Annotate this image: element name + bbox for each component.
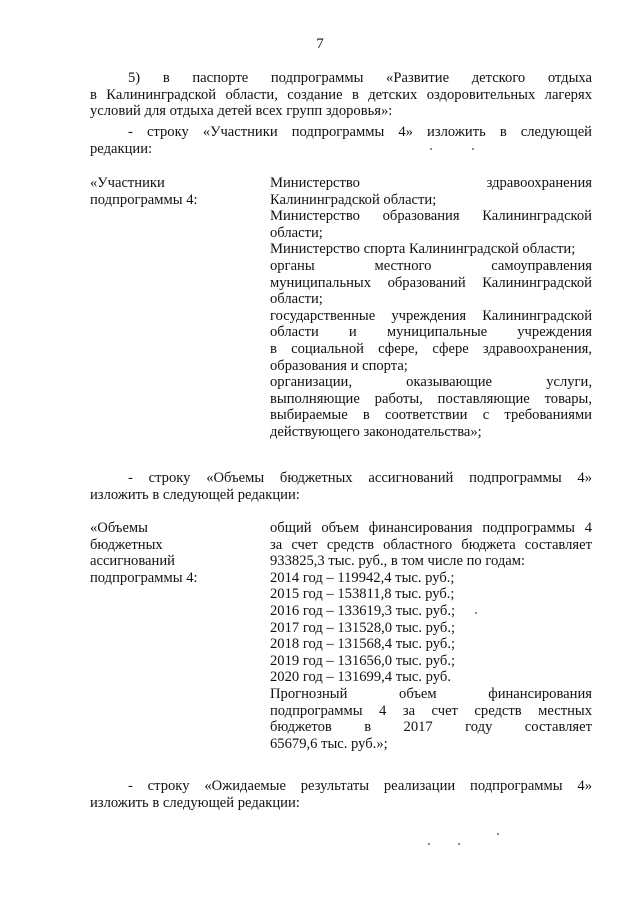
value-line: Министерство здравоохранения — [270, 175, 592, 191]
participants-label — [90, 175, 260, 208]
scan-speck — [472, 148, 474, 150]
page-number: 7 — [316, 36, 324, 52]
value-line: образования и спорта; — [270, 357, 408, 374]
budget-year-line: 2018 год – 131568,4 тыс. руб.; — [270, 636, 456, 653]
value-line: бюджетов в 2017 году составляет — [270, 719, 592, 736]
label-line: «Участники — [90, 175, 165, 191]
value-line: общий объем финансирования подпрограммы 4 — [270, 520, 592, 536]
budget-year-line: 2016 год – 133619,3 тыс. руб.; — [270, 602, 456, 619]
value-line: подпрограммы 4 за счет средств местных — [270, 702, 592, 719]
value-line: 65679,6 тыс. руб.»; — [270, 735, 388, 752]
value-line: Министерство образования Калининградской — [270, 208, 592, 225]
budget-year-line: 2017 год – 131528,0 тыс. руб.; — [270, 619, 456, 636]
value-line: области; — [270, 291, 323, 308]
label-line: ассигнований — [90, 553, 175, 570]
value-line: области и муниципальные учреждения — [270, 324, 592, 341]
budget-label — [90, 520, 260, 586]
label-line: подпрограммы 4: — [90, 191, 198, 208]
value-line: выбираемые в соответствии с требованиями — [270, 407, 592, 424]
budget-value — [270, 520, 592, 752]
value-line: Прогнозный объем финансирования — [270, 685, 592, 702]
value-line: государственные учреждения Калининградской — [270, 307, 592, 324]
value-line: действующего законодательства»; — [270, 423, 482, 440]
scan-speck — [428, 843, 430, 845]
value-line: выполняющие работы, поставляющие товары, — [270, 390, 592, 407]
intro-line: в Калининградской области, создание в детских оздоровительных лагерях — [90, 86, 592, 103]
instruction-line: редакции: — [90, 140, 153, 157]
label-line: «Объемы — [90, 520, 148, 536]
instruction-line: изложить в следующей редакции: — [90, 486, 300, 503]
value-line: за счет средств областного бюджета составляет — [270, 536, 592, 553]
instruction-line: - строку «Объемы бюджетных ассигнований подпрограммы 4» — [128, 470, 592, 486]
value-line: в социальной сфере, сфере здравоохранения, — [270, 340, 592, 357]
value-line: 933825,3 тыс. руб., в том числе по годам: — [270, 553, 526, 570]
instruction-line: - строку «Участники подпрограммы 4» изложить в следующей — [128, 124, 592, 140]
value-line: муниципальных образований Калининградской — [270, 274, 592, 291]
label-line: подпрограммы 4: — [90, 569, 198, 586]
budget-year-line: 2019 год – 131656,0 тыс. руб.; — [270, 652, 456, 669]
intro-line: 5) в паспорте подпрограммы «Развитие детского отдыха — [128, 70, 592, 86]
participants-value — [270, 175, 592, 441]
scan-speck — [458, 843, 460, 845]
scan-speck — [430, 148, 432, 150]
value-line: области; — [270, 224, 323, 241]
label-line: бюджетных — [90, 536, 163, 553]
value-line: Калининградской области; — [270, 191, 437, 208]
instruction-results — [90, 778, 592, 811]
instruction-line: изложить в следующей редакции: — [90, 794, 300, 811]
value-line: органы местного самоуправления — [270, 257, 592, 274]
instruction-line: - строку «Ожидаемые результаты реализации подпрограммы 4» — [128, 778, 592, 794]
intro-paragraph — [90, 70, 592, 120]
budget-year-line: 2020 год – 131699,4 тыс. руб. — [270, 669, 451, 686]
instruction-budget — [90, 470, 592, 503]
budget-year-line: 2014 год – 119942,4 тыс. руб.; — [270, 569, 455, 586]
scan-speck — [497, 833, 499, 835]
value-line: Министерство спорта Калининградской области; — [270, 241, 576, 258]
value-line: организации, оказывающие услуги, — [270, 374, 592, 391]
intro-line: условий для отдыха детей всех групп здоровья»: — [90, 103, 393, 120]
budget-year-line: 2015 год – 153811,8 тыс. руб.; — [270, 586, 455, 603]
scan-speck — [475, 612, 477, 614]
instruction-participants — [90, 124, 592, 157]
